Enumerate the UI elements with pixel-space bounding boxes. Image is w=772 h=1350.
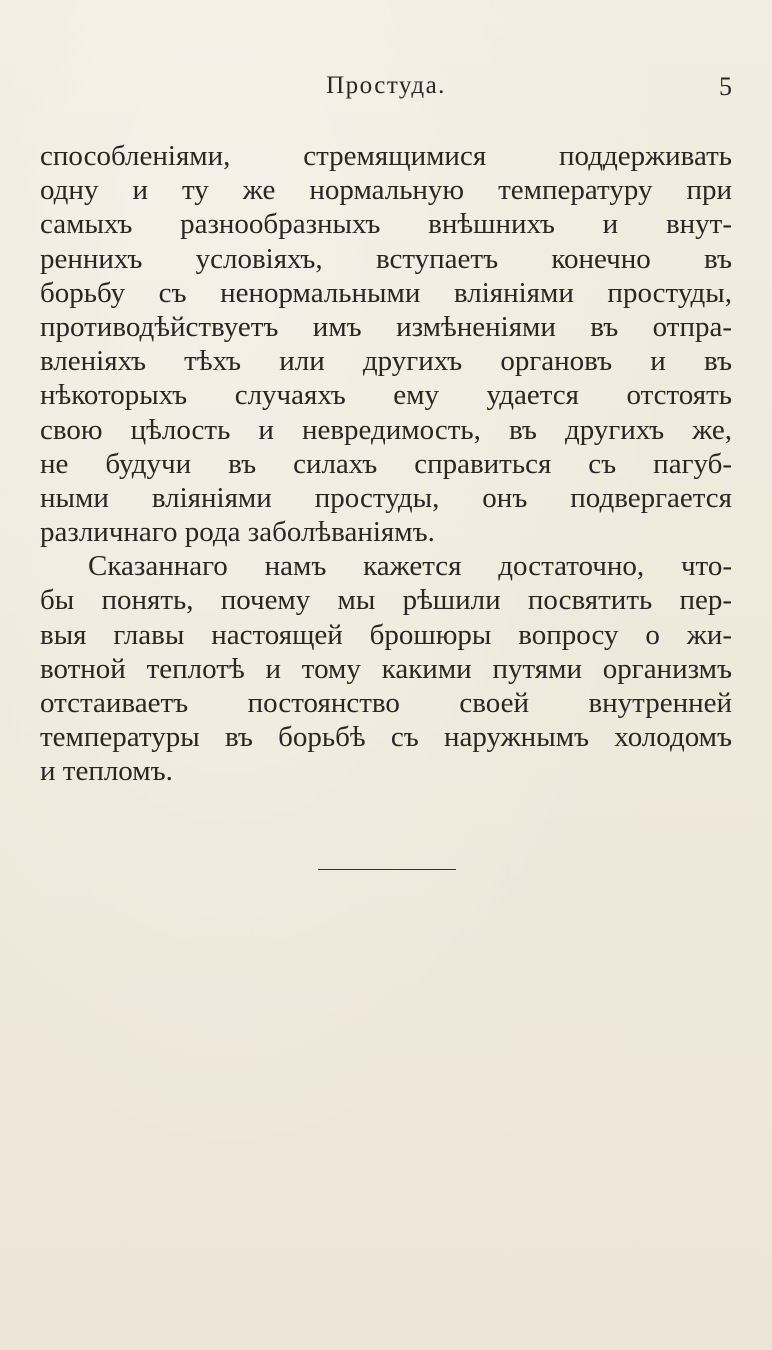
text-line: вленіяхъ тѣхъ или другихъ органовъ и въ — [40, 345, 732, 378]
text-line: самыхъ разнообразныхъ внѣшнихъ и внут- — [40, 208, 732, 241]
text-block — [40, 139, 732, 789]
running-title: Простуда. — [326, 72, 446, 99]
paragraph-2 — [40, 549, 732, 788]
section-divider-rule — [318, 869, 456, 870]
text-line: различнаго рода заболѣваніямъ. — [40, 516, 435, 549]
text-line: бы понять, почему мы рѣшили посвятить пер- — [40, 584, 732, 617]
text-line: вотной теплотѣ и тому какими путями организмъ — [40, 652, 732, 685]
text-line: выя главы настоящей брошюры вопросу о жи- — [40, 618, 732, 651]
text-line: противодѣйствуетъ имъ измѣненіями въ отпра- — [40, 310, 732, 343]
text-line: способленіями, стремящимися поддерживать — [40, 140, 732, 172]
text-line: не будучи въ силахъ справиться съ пагуб- — [40, 447, 732, 480]
text-line: Сказаннаго намъ кажется достаточно, что- — [88, 550, 732, 583]
page-number: 5 — [719, 72, 732, 101]
text-line: борьбу съ ненормальными вліяніями простуды, — [40, 276, 732, 309]
text-line: одну и ту же нормальную температуру при — [40, 174, 732, 207]
text-line: отстаиваетъ постоянство своей внутренней — [40, 687, 732, 719]
text-line: и тепломъ. — [40, 755, 173, 788]
text-line: ными вліяніями простуды, онъ подвергается — [40, 481, 732, 514]
text-line: температуры въ борьбѣ съ наружнымъ холодомъ — [40, 721, 732, 754]
text-line: свою цѣлость и невредимость, въ другихъ же, — [40, 413, 732, 446]
text-line: нѣкоторыхъ случаяхъ ему удается отстоять — [40, 379, 732, 412]
text-line: реннихъ условіяхъ, вступаетъ конечно въ — [40, 242, 732, 275]
paragraph-1 — [40, 139, 732, 549]
running-head — [0, 72, 772, 106]
